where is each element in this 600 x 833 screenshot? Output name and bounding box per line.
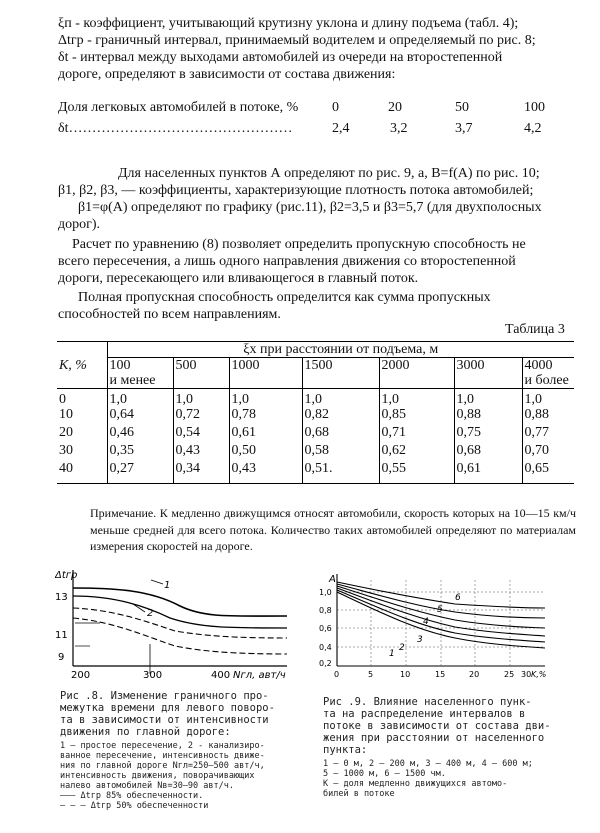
def-dt-gr: Δtгр - граничный интервал, принимаемый водителем и определяемый по рис. 8; [58,33,536,48]
y-tick: 11 [55,630,68,641]
x-tick: 0 [334,670,340,679]
def-xi: ξп - коэффициент, учитывающий крутизну уклона и длину подъема (табл. 4); [58,16,519,31]
table-cell: 0,62 [379,443,454,461]
dt-label2: δt………………………………………… [58,121,293,136]
table-cell: 0,61 [454,461,522,483]
table-cell: 0,72 [173,407,229,425]
x-tick: 30 [521,670,532,679]
col-header: 100 и менее [107,358,173,389]
col-header: 2000 [379,358,454,389]
table-row [57,443,574,461]
curve-label: 5 [437,605,443,615]
curve-label: 6 [455,593,461,603]
row-header-cell: К, % [57,342,107,389]
legend-line: билей в потоке [323,789,395,799]
y-tick: 0,4 [319,643,332,652]
group-header: ξх при расстоянии от подъема, м [107,342,574,358]
col-header: 3000 [454,358,522,389]
caption-line: потоке в зависимости от состава дви- [323,720,551,732]
para-line: β1=φ(A) определяют по графику (рис.11), β2=3,5 и β3=5,7 (для двухполосных [78,200,542,215]
legend-line: интенсивность движения, поворачивающих [60,771,255,781]
col-header: 1500 [302,358,379,389]
table-cell: 0,71 [379,425,454,443]
legend-line: 1 — 0 м, 2 — 200 м, 3 — 400 м, 4 — 600 м; [323,759,533,769]
table-cell: 1,0 [379,389,454,408]
caption-line: Рис .9. Влияние населенного пунк- [323,696,532,708]
table3 [57,341,574,484]
fig9-caption [323,696,551,756]
dt-val: 100 [524,100,545,115]
def-delta-t-cont: дороге, определяют в зависимости от состава движения: [58,67,396,82]
curve-label: 3 [417,635,423,645]
table3-header-row [57,342,574,358]
y-tick: 9 [58,652,65,663]
table-cell: 0,68 [454,443,522,461]
legend-line: налево автомобилей Nв=30—90 авт/ч. [60,781,234,791]
table-cell: 0,82 [302,407,379,425]
table-row [57,461,574,483]
y-tick: 0,6 [319,624,332,633]
para-line: всего пересечения, а лишь одного направления движения со второстепенной [58,254,516,269]
para-line: β1, β2, β3, — коэффициенты, характеризующие плотность потока автомобилей; [58,183,534,198]
legend-line: 5 — 1000 м, 6 — 1500 чм. [323,769,446,779]
y-tick: 0,8 [319,606,332,615]
fig9-legend [323,759,533,799]
col-header: 500 [173,358,229,389]
legend-line: ванное пересечение, интенсивность движе- [60,751,265,761]
caption-line: Рис .8. Изменение граничного про- [60,690,269,702]
x-tick: 200 [71,670,91,681]
dt-val: 0 [332,100,339,115]
table-row [57,407,574,425]
table-cell: 0,27 [107,461,173,483]
legend-line: К — доля медленно движущихся автомо- [323,779,508,789]
legend-line: ния по главной дороге Nгл=250—500 авт/ч, [60,761,265,771]
curve-2-dashed [73,618,287,654]
x-tick: 400 [211,670,231,681]
caption-line: жения при расстоянии от населенного [323,732,545,744]
legend-line: ——— Δtгр 85% обеспеченности. [60,791,204,801]
table-cell: 0,78 [229,407,302,425]
x-tick: 10 [400,670,411,679]
table-cell: 0,85 [379,407,454,425]
table-cell: 30 [59,443,73,458]
para-line: Расчет по уравнению (8) позволяет определить пропускную способность не [72,237,526,252]
figure-9 [315,570,550,685]
table-cell: 0,77 [522,425,574,443]
curve-label: 2 [147,608,154,619]
fig8-legend [60,741,265,811]
figure-8-plot [55,566,290,686]
table3-columns-row [57,358,574,389]
figure-9-plot [315,570,550,685]
table-cell: 0,58 [302,443,379,461]
table-cell: 1,0 [229,389,302,408]
table-cell: 0,88 [522,407,574,425]
legend-line: 1 — простое пересечение, 2 - канализиро- [60,741,265,751]
table-cell: 10 [59,407,73,422]
x-label: K,% [531,670,547,679]
def-delta-t: δt - интервал между выходами автомобилей из очереди на второстепенной [58,50,503,65]
x-tick: 15 [435,670,446,679]
dt-label1: Доля легковых автомобилей в потоке, % [58,100,299,115]
table-cell: 0,43 [229,461,302,483]
table-cell: 0,54 [173,425,229,443]
dt-val: 3,7 [455,121,473,136]
table-cell: 0,70 [522,443,574,461]
curve-label: 1 [164,580,171,591]
table-cell: 1,0 [173,389,229,408]
para-line: способностей по всем направлениям. [58,307,281,322]
table-cell: 0,46 [107,425,173,443]
table-cell: 0,61 [229,425,302,443]
figure-8 [55,566,290,686]
dt-val: 4,2 [524,121,542,136]
table-cell: 0,51. [302,461,379,483]
table-row [57,425,574,443]
dt-val: 20 [388,100,402,115]
table-cell: 1,0 [454,389,522,408]
col-header: 1000 [229,358,302,389]
table-note: Примечание. К медленно движущимся относят автомобили, скорость которых на 10—15 км/ч меньше средней для всего потока. Количество таких автомобилей определяют по материалам измерения скоростей на дороге. [90,506,576,553]
table-cell: 0,35 [107,443,173,461]
table-cell: 0,88 [454,407,522,425]
fig8-caption [60,690,275,738]
x-tick: 20 [469,670,480,679]
table-cell: 40 [57,461,107,483]
table-cell: 0,34 [173,461,229,483]
y-label: A [329,574,336,585]
table-cell: 1,0 [302,389,379,408]
table-cell: 0,65 [522,461,574,483]
dt-val: 50 [455,100,469,115]
table-cell: 0,75 [454,425,522,443]
caption-line: движения по главной дороге: [60,726,231,738]
table-cell: 0,68 [302,425,379,443]
table-cell: 0,64 [107,407,173,425]
caption-line: пункта: [323,744,368,756]
x-tick: 300 [143,670,163,681]
para-line: Полная пропускная способность определится как сумма пропускных [78,290,491,305]
curve-label: 4 [423,617,429,627]
table-cell: 0,50 [229,443,302,461]
para-line: дороги, пересекающего или вливающегося в главный поток. [58,271,419,286]
x-label: Nгл, авт/ч [233,670,286,681]
para-line: дорог). [58,217,101,232]
legend-line: — — — Δtгр 50% обеспеченности [60,801,209,811]
y-tick: 13 [55,592,68,603]
table-cell: 0,55 [379,461,454,483]
caption-line: та в зависимости от интенсивности [60,714,269,726]
table-cell: 1,0 [107,389,173,408]
caption-line: межутка времени для левого поворо- [60,702,275,714]
y-label: Δtгр [55,570,78,581]
para-line: Для населенных пунктов А определяют по рис. 9, а, B=f(A) по рис. 10; [118,166,540,181]
table-cell: 20 [59,425,73,440]
table-cell: 1,0 [522,389,574,408]
col-header: 4000 и более [522,358,574,389]
curve-label: 1 [389,649,395,659]
dt-val: 2,4 [332,121,350,136]
caption-line: та на распределение интервалов в [323,708,526,720]
y-tick: 1,0 [319,588,332,597]
table-row [57,389,574,408]
x-tick: 5 [368,670,374,679]
table-cell: 0,43 [173,443,229,461]
table3-caption: Таблица 3 [505,322,565,337]
y-tick: 0,2 [319,659,332,668]
x-tick: 25 [504,670,515,679]
table-cell: 0 [59,392,66,407]
dt-val: 3,2 [390,121,408,136]
curve-label: 2 [399,643,405,653]
